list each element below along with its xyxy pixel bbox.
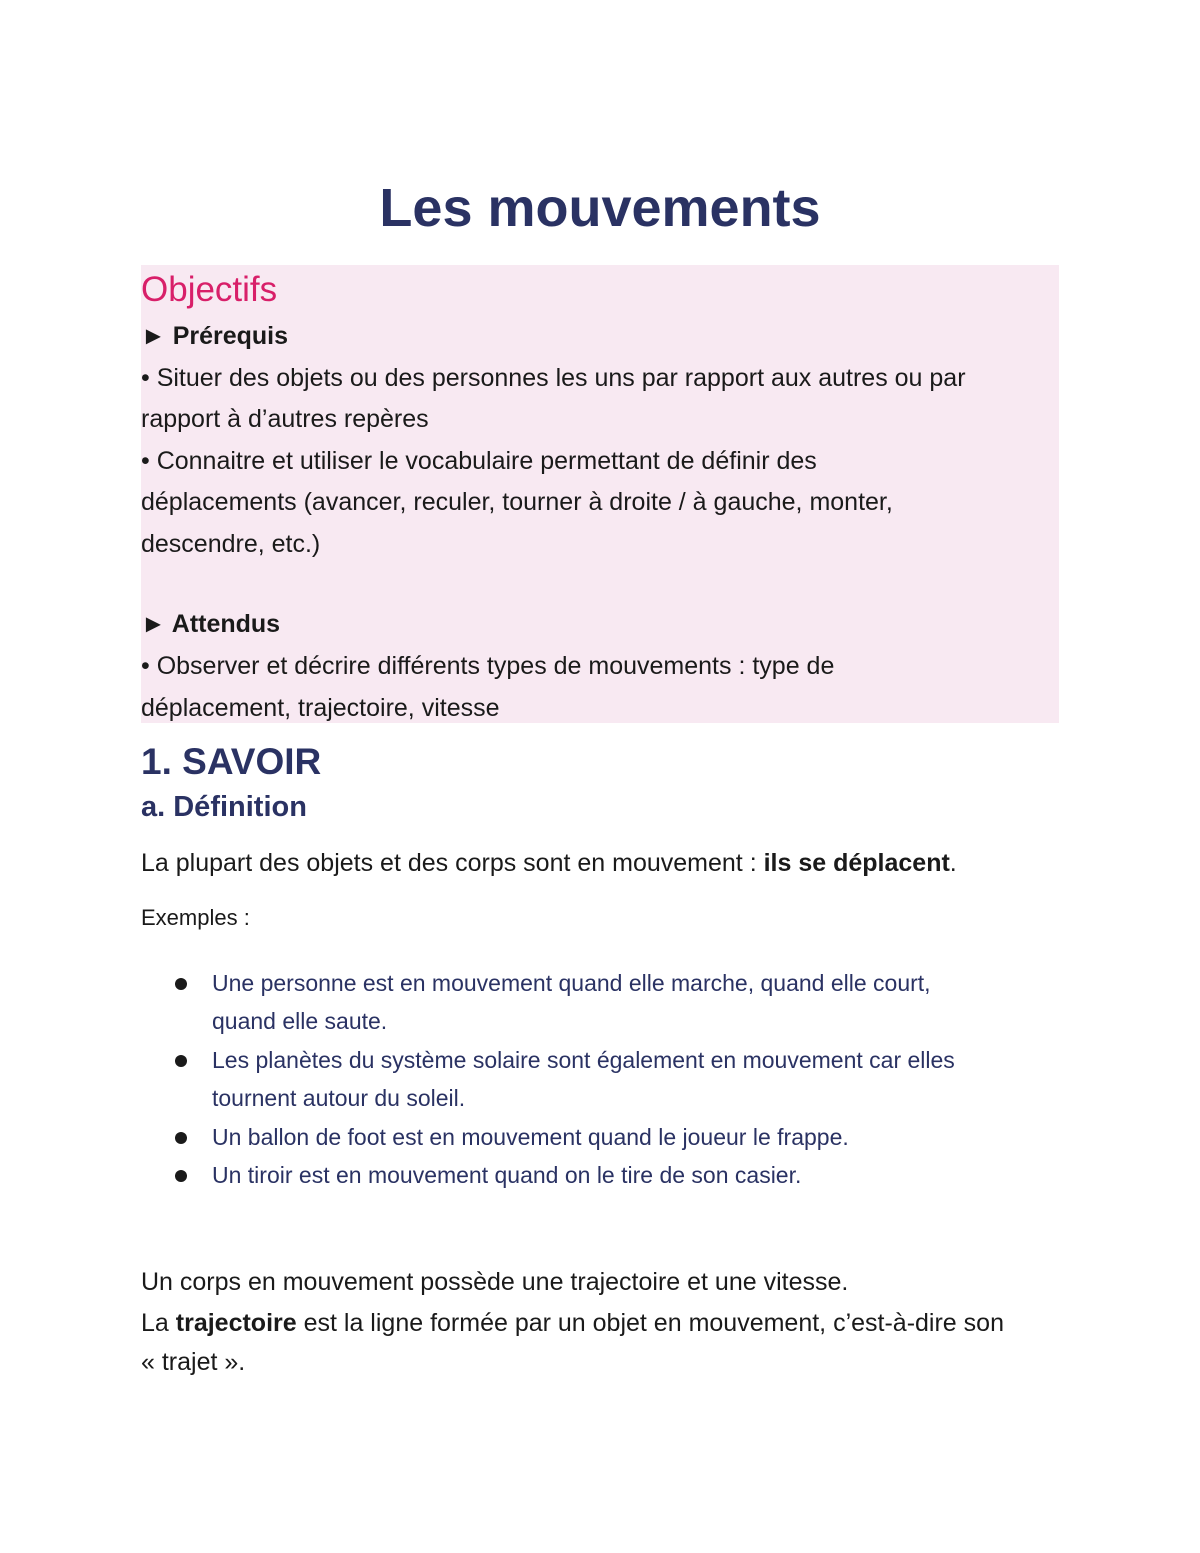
prereq-line: • Connaitre et utiliser le vocabulaire permettant de définir des [141, 447, 817, 475]
prereq-line: déplacements (avancer, reculer, tourner à droite / à gauche, monter, [141, 488, 893, 516]
intro-bold: ils se déplacent [763, 849, 950, 877]
examples-label: Exemples : [141, 905, 250, 930]
prereq-label: ► Prérequis [141, 322, 289, 350]
prereq-line: descendre, etc.) [141, 530, 321, 558]
list-bullet [175, 1132, 187, 1144]
intro-paragraph: La plupart des objets et des corps sont en mouvement : ils se déplacent. [141, 849, 957, 877]
trajectory-term: trajectoire [175, 1309, 297, 1337]
list-item-continued: tournent autour du soleil. [212, 1085, 466, 1111]
list-item: Une personne est en mouvement quand elle marche, quand elle court, [212, 970, 931, 996]
objectives-heading: Objectifs [141, 270, 278, 309]
list-bullet [175, 1055, 187, 1067]
body-line: Un corps en mouvement possède une trajectoire et une vitesse. [141, 1268, 849, 1296]
list-bullet [175, 1170, 187, 1182]
body-line: La trajectoire est la ligne formée par un objet en mouvement, c’est-à-dire son [141, 1309, 1004, 1337]
body-line: « trajet ». [141, 1348, 246, 1376]
list-item: Un ballon de foot est en mouvement quand le joueur le frappe. [212, 1124, 849, 1150]
expected-label: ► Attendus [141, 610, 281, 638]
subsection-heading: a. Définition [141, 791, 307, 823]
page-title: Les mouvements [379, 178, 821, 238]
prereq-line: rapport à d’autres repères [141, 405, 429, 433]
list-item-continued: quand elle saute. [212, 1008, 388, 1034]
expected-line: déplacement, trajectoire, vitesse [141, 694, 500, 722]
prereq-line: • Situer des objets ou des personnes les uns par rapport aux autres ou par [141, 364, 966, 392]
section-heading: 1. SAVOIR [141, 741, 322, 782]
expected-line: • Observer et décrire différents types de mouvements : type de [141, 652, 835, 680]
list-bullet [175, 978, 187, 990]
list-item: Un tiroir est en mouvement quand on le tire de son casier. [212, 1162, 802, 1188]
list-item: Les planètes du système solaire sont également en mouvement car elles [212, 1047, 955, 1073]
